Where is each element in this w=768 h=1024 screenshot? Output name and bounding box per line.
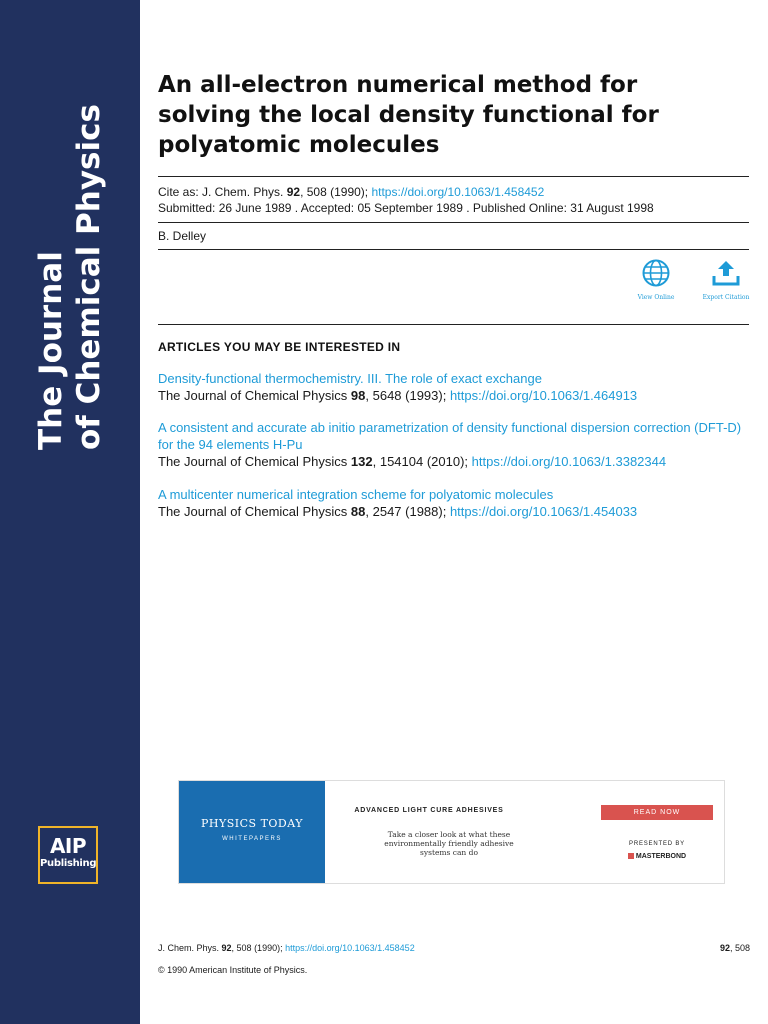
ad-brand: PHYSICS TODAY [200,817,304,830]
cite-volume: 92 [286,185,301,199]
presented-by-label: PRESENTED BY [629,841,685,847]
related-doi-link[interactable]: https://doi.org/10.1063/1.454033 [449,504,638,519]
related-journal: The Journal of Chemical Physics [158,454,351,469]
divider [158,222,749,223]
author: B. Delley [158,229,207,243]
physics-today-ad-banner[interactable] [178,780,725,884]
footer-volume: 92 [221,943,232,953]
footer-doi-link[interactable]: https://doi.org/10.1063/1.458452 [285,943,415,953]
related-volume: 88 [350,504,366,519]
masterbond-mark-icon [628,853,634,859]
journal-name-line1: The Journal [33,251,69,450]
related-article-title-link[interactable]: A multicenter numerical integration scheme for polyatomic molecules [158,487,554,502]
ad-copy [339,807,599,857]
related-pages: , 154104 (2010); [372,454,472,469]
footer-cite-rest: , 508 (1990); [231,943,286,953]
export-citation-button[interactable] [696,258,756,301]
logo-publishing-text: Publishing [40,858,97,869]
related-article [158,486,750,520]
related-volume: 132 [350,454,373,469]
related-journal: The Journal of Chemical Physics [158,388,351,403]
read-now-button[interactable]: READ NOW [601,805,713,820]
ad-headline: ADVANCED LIGHT CURE ADHESIVES [354,807,504,814]
logo-aip-text: AIP [49,834,87,858]
journal-name-line2: of Chemical Physics [71,104,107,450]
related-article-source [158,453,750,470]
publication-dates: Submitted: 26 June 1989 . Accepted: 05 September 1989 . Published Online: 31 August 1998 [158,201,654,215]
view-online-button[interactable] [626,258,686,301]
related-pages: , 5648 (1993); [365,388,450,403]
citation-line [158,184,544,200]
related-article-source [158,387,750,404]
sponsor-name: MASTERBOND [635,853,687,860]
related-doi-link[interactable]: https://doi.org/10.1063/1.464913 [449,388,638,403]
ad-brand-sub: WHITEPAPERS [222,836,282,842]
footer-page-number: , 508 [729,943,750,953]
ad-brand-panel [179,781,325,883]
copyright: © 1990 American Institute of Physics. [158,965,308,975]
divider [158,176,749,177]
related-articles-heading: ARTICLES YOU MAY BE INTERESTED IN [158,340,401,354]
related-doi-link[interactable]: https://doi.org/10.1063/1.3382344 [471,454,667,469]
related-article [158,370,750,404]
related-article-title-link[interactable]: Density-functional thermochemistry. III. The role of exact exchange [158,371,542,386]
journal-sidebar [0,0,140,1024]
aip-publishing-logo[interactable] [38,826,98,884]
export-citation-label: Export Citation [702,294,750,301]
journal-name [32,90,108,450]
footer-page-ref [720,943,750,953]
footer-cite-prefix: J. Chem. Phys. [158,943,222,953]
related-pages: , 2547 (1988); [365,504,450,519]
related-article-title-link[interactable]: A consistent and accurate ab initio parametrization of density functional dispersion correction (DFT-D) for the 94 elements H-Pu [158,420,742,452]
cite-prefix: Cite as: J. Chem. Phys. [158,185,287,199]
related-journal: The Journal of Chemical Physics [158,504,351,519]
export-icon [710,258,742,288]
related-volume: 98 [350,388,366,403]
footer-page-volume: 92 [719,943,730,953]
masterbond-logo [621,853,693,863]
related-article-source [158,503,750,520]
view-online-label: View Online [637,294,675,301]
related-article [158,419,750,470]
divider [158,249,749,250]
cite-rest: , 508 (1990); [300,185,372,199]
ad-text: Take a closer look at what these environmentally friendly adhesive systems can do [384,830,514,857]
article-doi-link[interactable]: https://doi.org/10.1063/1.458452 [371,185,545,199]
article-title: An all-electron numerical method for solving the local density functional for polyatomic molecules [158,72,659,158]
divider [158,324,749,325]
footer-citation [158,943,415,953]
globe-icon [641,258,671,288]
